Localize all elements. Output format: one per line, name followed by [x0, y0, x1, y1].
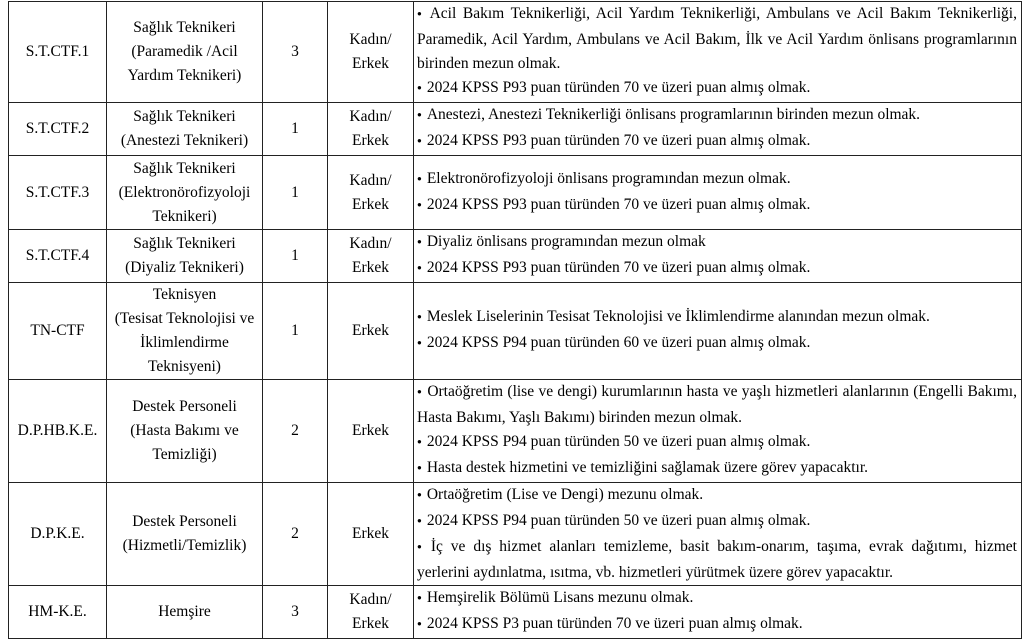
table-row — [9, 103, 1022, 156]
position-title — [107, 483, 263, 586]
position-title-line: Teknikeri) — [152, 207, 217, 225]
position-title — [107, 230, 263, 283]
positions-table — [8, 1, 1022, 639]
requirement-item — [417, 430, 1017, 456]
requirement-text: Ortaöğretim (lise ve dengi) kurumlarının hasta ve yaşlı hizmetleri alanlarının (Engelli Bakımı, Hasta Bakımı, Yaşlı Bakımı) birinden mezun olmak. — [417, 383, 1017, 426]
gender — [328, 483, 414, 586]
bullet-icon: ● — [417, 437, 422, 446]
gender — [328, 230, 414, 283]
gender-line: Erkek — [351, 615, 389, 632]
table-row — [9, 283, 1022, 380]
position-count: 1 — [263, 230, 328, 283]
position-title-line: Yardım Teknikeri) — [127, 67, 242, 84]
position-title-line: (Hasta Bakımı ve — [130, 422, 239, 439]
requirement-item — [417, 535, 1017, 585]
position-title — [107, 156, 263, 230]
requirements — [414, 380, 1022, 483]
table-row — [9, 156, 1022, 230]
position-count: 3 — [263, 586, 328, 639]
position-title — [107, 2, 263, 103]
table-row — [9, 483, 1022, 586]
bullet-icon: ● — [417, 490, 422, 499]
gender-line: Erkek — [351, 422, 389, 439]
requirements — [414, 156, 1022, 230]
position-title — [107, 103, 263, 156]
requirement-text: Hasta destek hizmetini ve temizliğini sağlamak üzere görev yapacaktır. — [426, 459, 868, 476]
position-title-line: Destek Personeli — [132, 513, 237, 530]
requirements — [414, 103, 1022, 156]
requirement-item — [417, 380, 1017, 430]
bullet-icon: ● — [417, 338, 422, 347]
requirement-item — [417, 2, 1017, 76]
position-title-line: İklimlendirme — [140, 334, 229, 351]
requirement-item — [417, 509, 1017, 535]
bullet-icon: ● — [417, 263, 422, 272]
requirement-text: İç ve dış hizmet alanları temizleme, basit bakım-onarım, taşıma, evrak dağıtımı, hizmet yerlerini aydınlatma, ısıtma, vb. hizmetleri yürütmek üzere görev yapacaktır. — [417, 538, 1017, 581]
position-title-line: Destek Personeli — [132, 398, 237, 415]
requirement-text: 2024 KPSS P93 puan türünden 70 ve üzeri puan almış olmak. — [426, 132, 811, 149]
requirement-text: Anestezi, Anestezi Teknikerliği önlisans programlarının birinden mezun olmak. — [426, 106, 921, 123]
gender — [328, 586, 414, 639]
bullet-icon: ● — [417, 387, 423, 396]
position-title-line: Hemşire — [158, 603, 211, 620]
position-count: 1 — [263, 283, 328, 380]
position-count: 2 — [263, 380, 328, 483]
bullet-icon: ● — [417, 463, 422, 472]
requirement-item — [417, 129, 1017, 155]
gender — [328, 283, 414, 380]
requirement-text: Acil Bakım Teknikerliği, Acil Yardım Teknikerliği, Ambulans ve Acil Bakım Teknikerliği, Paramedik, Acil Yardım, Ambulans ve Acil Bakım, İlk ve Acil Yardım önlisans programlarının birinden mezun olmak. — [417, 5, 1017, 72]
gender-line: Erkek — [351, 322, 389, 339]
bullet-icon: ● — [417, 83, 422, 92]
gender-line: Kadın/ — [349, 108, 392, 125]
requirement-text: Elektronörofizyoloji önlisans programından mezun olmak. — [426, 169, 791, 187]
gender-line: Erkek — [351, 55, 389, 72]
gender — [328, 156, 414, 230]
bullet-icon: ● — [417, 199, 422, 209]
table-row — [9, 230, 1022, 283]
requirement-text: 2024 KPSS P93 puan türünden 70 ve üzeri puan almış olmak. — [426, 195, 811, 213]
bullet-icon: ● — [417, 110, 422, 119]
requirement-item — [417, 305, 1017, 331]
requirement-item — [417, 167, 1017, 193]
bullet-icon: ● — [417, 542, 426, 551]
position-title — [107, 283, 263, 380]
position-code: D.P.K.E. — [9, 483, 107, 586]
position-count: 3 — [263, 2, 328, 103]
requirement-item — [417, 586, 1017, 612]
requirements — [414, 483, 1022, 586]
requirement-text: 2024 KPSS P93 puan türünden 70 ve üzeri puan almış olmak. — [426, 259, 811, 276]
table-row — [9, 380, 1022, 483]
requirement-text: Meslek Liselerinin Tesisat Teknolojisi ve İklimlendirme alanından mezun olmak. — [426, 308, 930, 325]
requirement-item — [417, 76, 1017, 102]
gender-line: Erkek — [351, 525, 389, 542]
requirement-item — [417, 456, 1017, 482]
requirement-text: Diyaliz önlisans programından mezun olmak — [426, 233, 706, 250]
gender-line: Erkek — [351, 132, 389, 149]
position-title-line: (Tesisat Teknolojisi ve — [114, 310, 255, 327]
position-code: S.T.CTF.4 — [9, 230, 107, 283]
position-code: HM-K.E. — [9, 586, 107, 639]
requirement-item — [417, 331, 1017, 357]
table-row — [9, 2, 1022, 103]
position-title — [107, 380, 263, 483]
requirement-text: 2024 KPSS P94 puan türünden 50 ve üzeri puan almış olmak. — [426, 512, 811, 529]
requirement-text: Hemşirelik Bölümü Lisans mezunu olmak. — [426, 589, 694, 606]
requirement-item — [417, 612, 1017, 638]
requirement-text: 2024 KPSS P93 puan türünden 70 ve üzeri puan almış olmak. — [426, 79, 811, 96]
requirement-item — [417, 193, 1017, 219]
bullet-icon: ● — [417, 516, 422, 525]
position-title-line: Sağlık Teknikeri — [133, 108, 236, 125]
position-count: 1 — [263, 156, 328, 230]
positions-table-body — [9, 2, 1022, 639]
bullet-icon: ● — [417, 9, 425, 18]
position-code: D.P.HB.K.E. — [9, 380, 107, 483]
position-title-line: (Paramedik /Acil — [131, 43, 238, 60]
requirement-text: Ortaöğretim (Lise ve Dengi) mezunu olmak. — [426, 486, 704, 503]
position-title-line: (Anestezi Teknikeri) — [120, 132, 249, 149]
requirement-item — [417, 256, 1017, 282]
position-title-line: Sağlık Teknikeri — [133, 235, 236, 252]
bullet-icon: ● — [417, 136, 422, 145]
gender — [328, 380, 414, 483]
gender-line: Erkek — [351, 195, 389, 213]
position-count: 1 — [263, 103, 328, 156]
bullet-icon: ● — [417, 619, 422, 628]
requirement-item — [417, 103, 1017, 129]
gender-line: Kadın/ — [349, 235, 392, 252]
position-title-line: (Diyaliz Teknikeri) — [125, 259, 244, 276]
position-title — [107, 586, 263, 639]
requirement-item — [417, 483, 1017, 509]
position-title-line: Temizliği) — [152, 446, 217, 463]
position-title-line: Teknisyeni) — [148, 358, 221, 375]
requirement-text: 2024 KPSS P94 puan türünden 60 ve üzeri puan almış olmak. — [426, 334, 811, 351]
position-code: S.T.CTF.3 — [9, 156, 107, 230]
requirement-item — [417, 230, 1017, 256]
bullet-icon: ● — [417, 237, 422, 246]
table-row — [9, 586, 1022, 639]
position-count: 2 — [263, 483, 328, 586]
gender — [328, 103, 414, 156]
requirements — [414, 283, 1022, 380]
position-title-line: Sağlık Teknikeri — [133, 159, 236, 177]
bullet-icon: ● — [417, 593, 422, 602]
gender-line: Kadın/ — [349, 591, 392, 608]
requirement-text: 2024 KPSS P3 puan türünden 70 ve üzeri puan almış olmak. — [426, 615, 803, 632]
gender-line: Erkek — [351, 259, 389, 276]
position-code: S.T.CTF.1 — [9, 2, 107, 103]
bullet-icon: ● — [417, 312, 422, 321]
position-title-line: (Elektronörofizyoloji — [118, 183, 251, 201]
requirements — [414, 2, 1022, 103]
requirements — [414, 230, 1022, 283]
gender-line: Kadın/ — [349, 31, 392, 48]
bullet-icon: ● — [417, 173, 422, 183]
requirements — [414, 586, 1022, 639]
requirement-text: 2024 KPSS P94 puan türünden 50 ve üzeri puan almış olmak. — [426, 433, 811, 450]
position-title-line: (Hizmetli/Temizlik) — [122, 537, 247, 554]
position-code: S.T.CTF.2 — [9, 103, 107, 156]
position-title-line: Teknisyen — [152, 286, 217, 303]
gender — [328, 2, 414, 103]
position-code: TN-CTF — [9, 283, 107, 380]
position-title-line: Sağlık Teknikeri — [133, 19, 236, 36]
gender-line: Kadın/ — [349, 171, 392, 189]
